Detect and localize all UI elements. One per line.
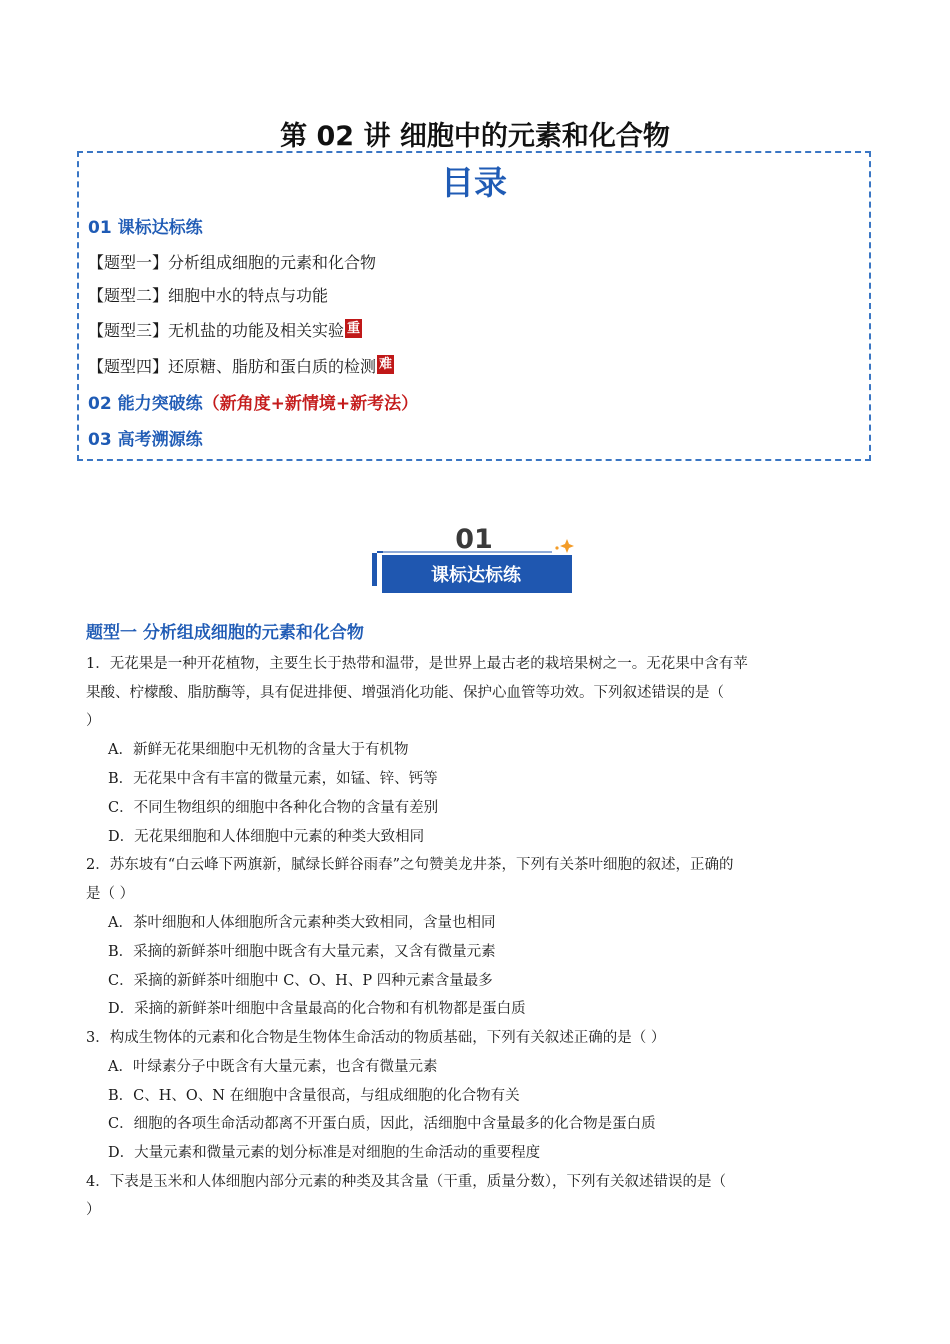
question-1-option-d[interactable]: D．无花果细胞和人体细胞中元素的种类大致相同 (108, 829, 425, 845)
toc-item-type-1[interactable]: 【题型一】分析组成细胞的元素和化合物 (88, 253, 377, 272)
question-3-option-b[interactable]: B．C、H、O、N 在细胞中含量很高，与组成细胞的化合物有关 (108, 1088, 520, 1104)
question-1-option-c[interactable]: C．不同生物组织的细胞中各种化合物的含量有差别 (108, 800, 439, 816)
question-1-text: ） (86, 713, 101, 729)
toc-item-label: 【题型四】还原糖、脂肪和蛋白质的检测 (88, 357, 377, 376)
page-title: 第 02 讲 细胞中的元素和化合物 (280, 121, 670, 152)
question-3-option-c[interactable]: C．细胞的各项生命活动都离不开蛋白质，因此，活细胞中含量最多的化合物是蛋白质 (108, 1116, 656, 1132)
toc-section-1[interactable]: 01 课标达标练 (88, 218, 203, 238)
badge-left-bar (372, 553, 377, 586)
section-badge (372, 518, 582, 598)
question-1-text: 1．无花果是一种开花植物，主要生长于热带和温带，是世界上最古老的栽培果树之一。无花果中含有苹 (86, 656, 748, 672)
section-heading: 题型一 分析组成细胞的元素和化合物 (86, 623, 364, 643)
badge-number: 01 (455, 524, 493, 555)
question-2-option-b[interactable]: B．采摘的新鲜茶叶细胞中既含有大量元素，又含有微量元素 (108, 944, 496, 960)
question-2-text: 是（ ） (86, 886, 135, 902)
question-3-text: 3．构成生物体的元素和化合物是生物体生命活动的物质基础，下列有关叙述正确的是（ ） (86, 1030, 666, 1046)
toc-section-2-label: 02 能力突破练 (88, 394, 203, 414)
question-1-text: 果酸、柠檬酸、脂肪酶等，具有促进排便、增强消化功能、保护心血管等功效。下列叙述错误的是（ (86, 685, 724, 701)
question-4-text: 4．下表是玉米和人体细胞内部分元素的种类及其含量（干重，质量分数），下列有关叙述错误的是（ (86, 1174, 726, 1190)
toc-section-3[interactable]: 03 高考溯源练 (88, 430, 203, 450)
toc-item-type-3[interactable] (88, 319, 362, 342)
question-2-option-c[interactable]: C．采摘的新鲜茶叶细胞中 C、O、H、P 四种元素含量最多 (108, 973, 493, 989)
sparkle-dot-icon (555, 546, 558, 549)
sparkle-icon (560, 539, 574, 553)
question-1-option-a[interactable]: A．新鲜无花果细胞中无机物的含量大于有机物 (108, 742, 409, 758)
toc-item-type-4[interactable] (88, 355, 394, 378)
table-of-contents (77, 151, 871, 461)
question-1-option-b[interactable]: B．无花果中含有丰富的微量元素，如锰、锌、钙等 (108, 771, 438, 787)
toc-section-2-note: （新角度+新情境+新考法） (202, 394, 419, 414)
question-2-option-a[interactable]: A．茶叶细胞和人体细胞所含元素种类大致相同，含量也相同 (108, 915, 496, 931)
question-2-option-d[interactable]: D．采摘的新鲜茶叶细胞中含量最高的化合物和有机物都是蛋白质 (108, 1001, 526, 1017)
toc-section-2[interactable] (88, 393, 418, 415)
question-4-text: ） (86, 1202, 101, 1218)
badge-label: 课标达标练 (431, 565, 521, 586)
toc-item-type-2[interactable]: 【题型二】细胞中水的特点与功能 (88, 286, 329, 305)
difficult-tag: 难 (379, 357, 393, 372)
question-3-option-a[interactable]: A．叶绿素分子中既含有大量元素，也含有微量元素 (108, 1059, 438, 1075)
toc-item-label: 【题型三】无机盐的功能及相关实验 (88, 321, 345, 340)
toc-heading: 目录 (441, 163, 507, 202)
key-point-tag: 重 (347, 321, 361, 336)
question-2-text: 2．苏东坡有“白云峰下两旗新，腻绿长鲜谷雨春”之句赞美龙井茶，下列有关茶叶细胞的叙述，正确的 (86, 857, 734, 873)
question-3-option-d[interactable]: D．大量元素和微量元素的划分标准是对细胞的生命活动的重要程度 (108, 1145, 541, 1161)
